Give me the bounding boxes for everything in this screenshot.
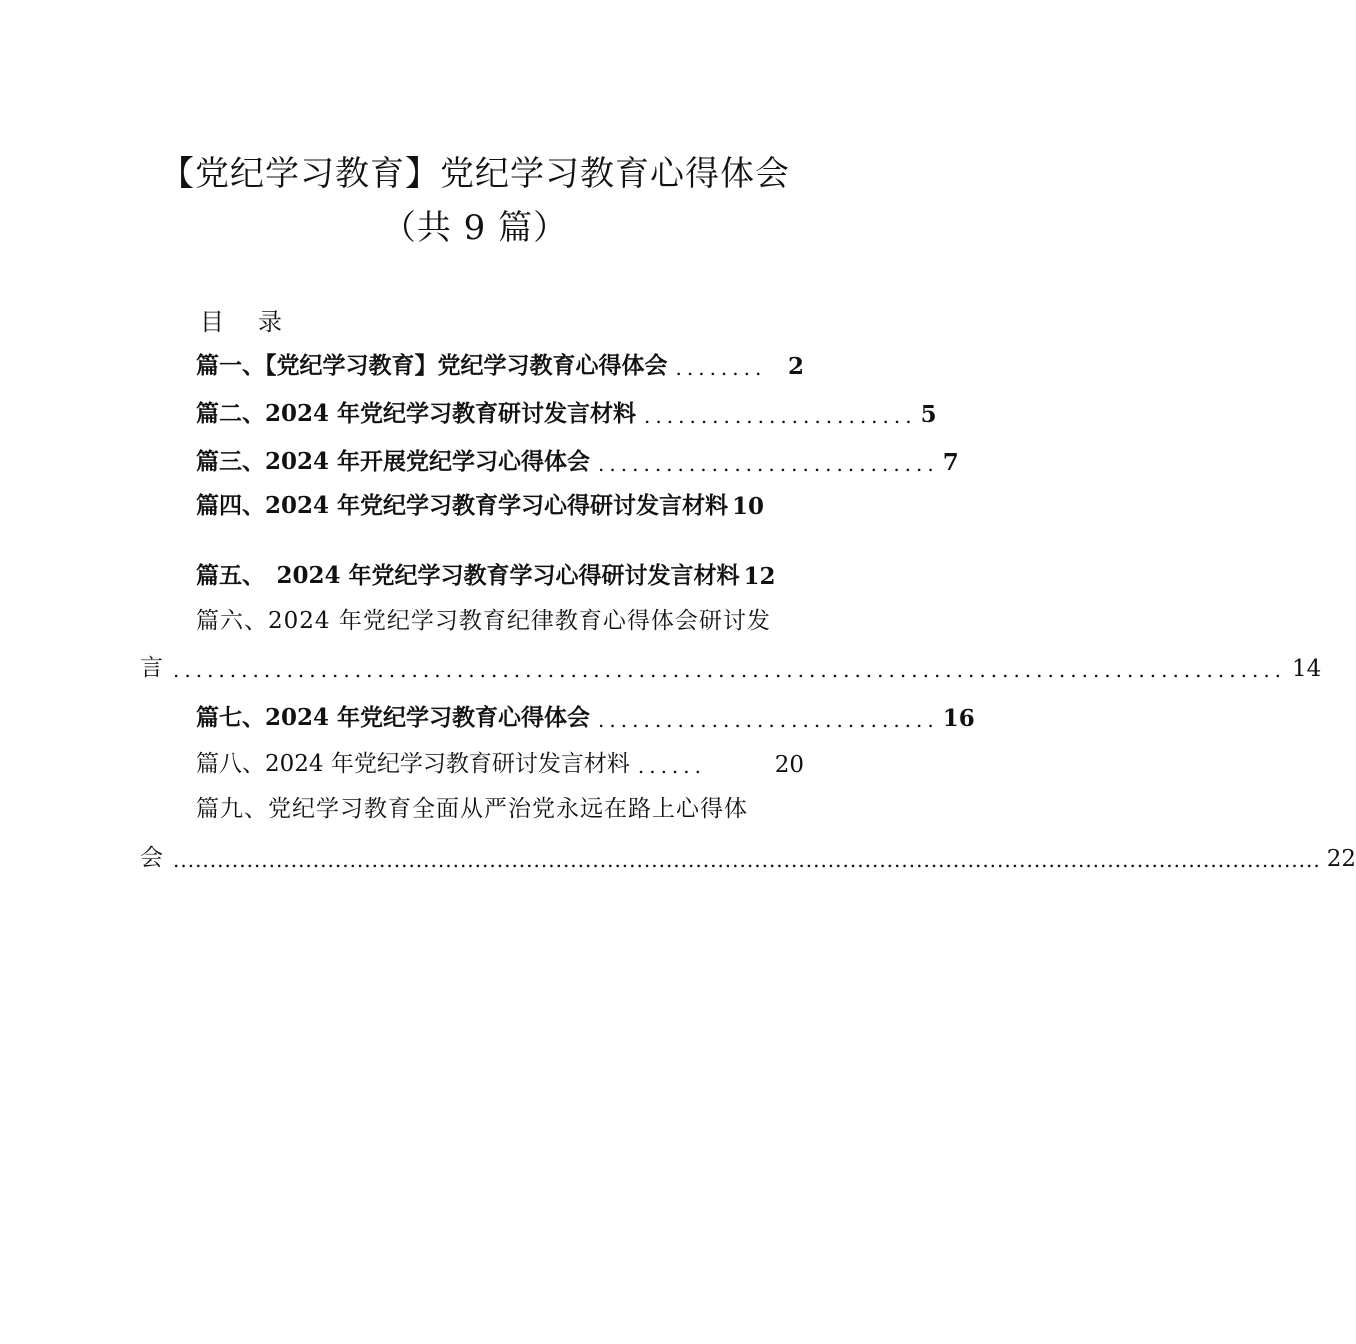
toc-entry-4[interactable] xyxy=(196,486,804,520)
toc-page-number: 7 xyxy=(942,449,959,476)
toc-entry-9-line1[interactable]: 篇九、党纪学习教育全面从严治党永远在路上心得体 xyxy=(196,796,748,822)
toc-leader-dots: ........ xyxy=(675,356,767,380)
toc-page-number: 22 xyxy=(1326,846,1356,872)
toc-leader-dots: ........................ xyxy=(644,404,917,428)
toc-entry-7[interactable] xyxy=(196,698,975,732)
toc-heading-char: 目 xyxy=(200,308,224,336)
toc-leader-dots: ...... xyxy=(637,754,707,778)
toc-page-number: 20 xyxy=(774,752,804,778)
toc-heading xyxy=(200,302,282,337)
toc-page-number: 10 xyxy=(732,493,765,520)
toc-entry-label: 言 xyxy=(140,655,163,681)
toc-leader-dots: .............................. xyxy=(598,708,939,732)
toc-page-number: 14 xyxy=(1292,656,1322,682)
toc-page-number: 16 xyxy=(942,705,975,732)
toc-entry-label: 会 xyxy=(140,845,163,871)
toc-entry-label: 篇七、2024 年党纪学习教育心得体会 xyxy=(196,704,591,731)
toc-leader-dots: .................................................................................................. xyxy=(173,658,1287,682)
toc-page-number: 5 xyxy=(920,401,937,428)
toc-entry-1[interactable] xyxy=(196,346,804,380)
toc-entry-6-line2[interactable] xyxy=(140,648,1322,682)
toc-entry-label: 篇三、2024 年开展党纪学习心得体会 xyxy=(196,448,591,475)
toc-page-number: 12 xyxy=(743,563,776,590)
toc-entry-5[interactable] xyxy=(196,556,804,590)
toc-entry-2[interactable] xyxy=(196,394,937,428)
toc-entry-8[interactable] xyxy=(196,744,804,778)
toc-entry-label: 篇一、【党纪学习教育】党纪学习教育心得体会 xyxy=(196,352,668,379)
toc-entry-label: 篇二、2024 年党纪学习教育研讨发言材料 xyxy=(196,400,637,427)
toc-leader-dots: ............................................................................................................................................................ xyxy=(173,848,1321,872)
toc-heading-char: 录 xyxy=(258,308,282,336)
toc-leader-dots: .............................. xyxy=(598,452,939,476)
toc-entry-label: 篇八、2024 年党纪学习教育研讨发言材料 xyxy=(196,751,630,777)
toc-entry-label: 篇四、2024 年党纪学习教育学习心得研讨发言材料 xyxy=(196,492,729,519)
toc-entry-9-line2[interactable] xyxy=(140,838,1356,872)
toc-entry-6-line1[interactable]: 篇六、2024 年党纪学习教育纪律教育心得体会研讨发 xyxy=(196,608,771,634)
document-subtitle: （共 9 篇） xyxy=(381,208,569,248)
toc-entry-3[interactable] xyxy=(196,442,959,476)
toc-entry-label: 篇五、 2024 年党纪学习教育学习心得研讨发言材料 xyxy=(196,562,740,589)
toc-page-number: 2 xyxy=(787,353,804,380)
document-title: 【党纪学习教育】党纪学习教育心得体会 xyxy=(160,154,790,194)
